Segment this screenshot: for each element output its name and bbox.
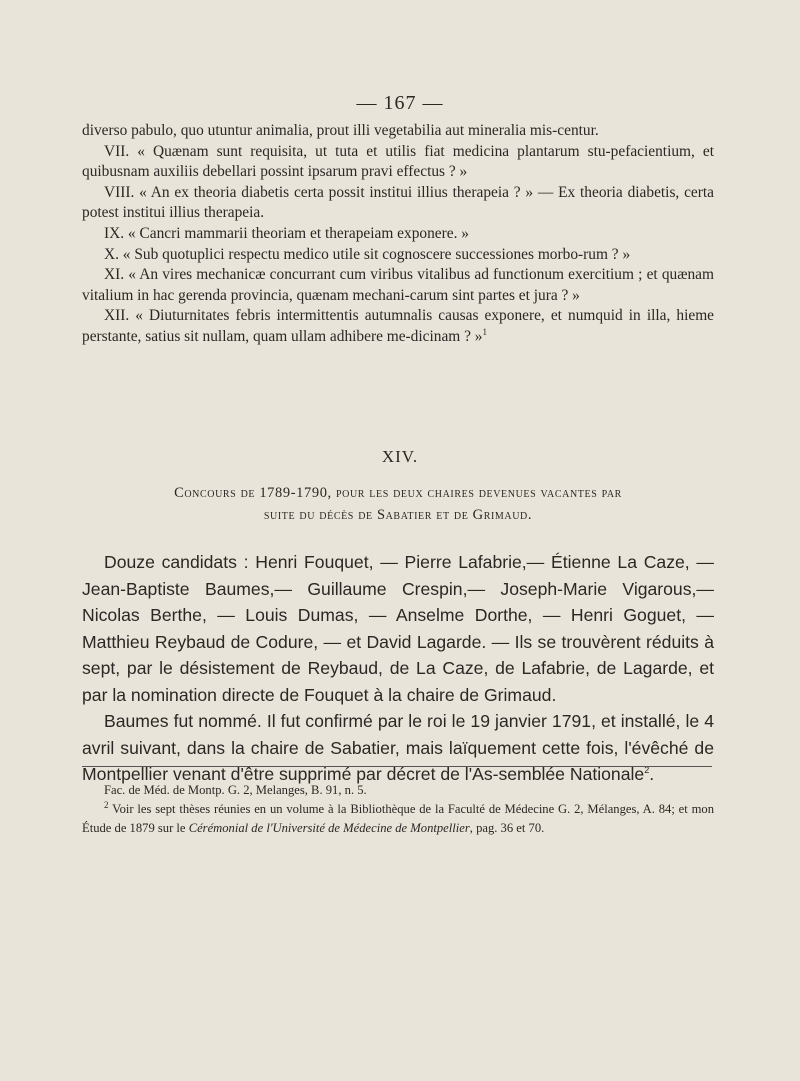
footnote-1: Fac. de Méd. de Montp. G. 2, Melanges, B. 91, n. 5. [104, 783, 367, 797]
french-paragraph-text: Douze candidats : Henri Fouquet, — Pierre Lafabrie,— Étienne La Caze, —Jean-Baptiste Baumes,— Guillaume Crespin,— Joseph-Marie Vigarous,— Nicolas Berthe, — Louis Dumas, — Anselme Dorthe, — Henri Goguet, — Matthieu Reybaud de Codure, — et David Lagarde. — Ils se trouvèrent réduits à sept, par le désistement de Reybaud, de La Caze, de Lafabrie, de Lagarde, et par la nomination directe de Fouquet à la chaire de Grimaud. [82, 552, 714, 705]
footnote-2-tail: , pag. 36 et 70. [469, 821, 545, 835]
footnote-2-text: Voir les sept thèses réunies en un volume à la Bibliothèque de la Faculté de Médecine G. 2, Mélanges, A. 84; et mon Étude de 1879 sur le [82, 802, 715, 835]
section-title [82, 482, 714, 526]
latin-paragraph-text: XII. « Diuturnitates febris intermittentis autumnalis causas exponere, et numquid in illa, hieme perstante, satius sit nullam, quam ullam adhibere me-dicinam ? » [82, 307, 714, 345]
latin-paragraph-text: XI. « An vires mechanicæ concurrant cum viribus vitalibus ad functionum exercitium ; et quænam vitalium in hac gerenda provincia, quænam mechani-carum sint partes et jura ? » [82, 266, 714, 304]
latin-paragraph [82, 121, 714, 142]
latin-paragraph [82, 306, 714, 347]
french-paragraph [82, 549, 714, 708]
french-paragraph-text: Baumes fut nommé. Il fut confirmé par le roi le 19 janvier 1791, et installé, le 4 avril suivant, dans la chaire de Sabatier, mais laïquement cette fois, l'évêché de Montpellier venant d'être supprimé par décret de l'As-semblée Nationale [82, 711, 714, 784]
footnotes [82, 781, 714, 838]
latin-paragraph-text: diverso pabulo, quo utuntur animalia, prout illi vegetabilia aut mineralia mis-centur. [82, 122, 599, 139]
section-number: XIV. [381, 447, 419, 466]
footnote-rule [82, 766, 712, 767]
french-body [82, 549, 714, 788]
footnote-2-marker: 2 [104, 799, 109, 810]
sentence-period: . [649, 764, 655, 784]
latin-paragraph-text: VIII. « An ex theoria diabetis certa possit institui illius therapeia ? » — Ex theoria diabetis, certa potest institui illius therapeia. [82, 183, 714, 222]
footnote-ref: 2 [644, 765, 650, 776]
footnote-ref: 1 [482, 326, 487, 337]
latin-paragraph-text: IX. « Cancri mammarii theoriam et therapeiam exponere. » [104, 224, 469, 242]
latin-paragraph [82, 183, 714, 224]
latin-paragraph-text: X. « Sub quotuplici respectu medico utile sit cognoscere successiones morbo-rum ? » [104, 245, 631, 263]
footnote-2-title: Cérémonial de l'Université de Médecine de Montpellier [188, 821, 470, 835]
latin-paragraph [82, 142, 714, 183]
section-title-line-1: Concours de 1789-1790, pour les deux chaires devenues vacantes par [174, 485, 622, 501]
latin-paragraph-text: VII. « Quænam sunt requisita, ut tuta et utilis fiat medicina plantarum stu-pefacientium, et quibusnam auxiliis debellari possint ipsarum pravi effectus ? » [82, 142, 714, 181]
latin-paragraph [82, 224, 714, 245]
latin-paragraph [82, 265, 714, 306]
page-number: — 167 — [356, 92, 444, 114]
french-paragraph [82, 708, 714, 788]
latin-theses-block [82, 121, 714, 348]
footnote-2 [82, 800, 714, 838]
section-title-line-2: suite du décès de Sabatier et de Grimaud. [263, 507, 533, 523]
latin-paragraph [82, 245, 714, 266]
